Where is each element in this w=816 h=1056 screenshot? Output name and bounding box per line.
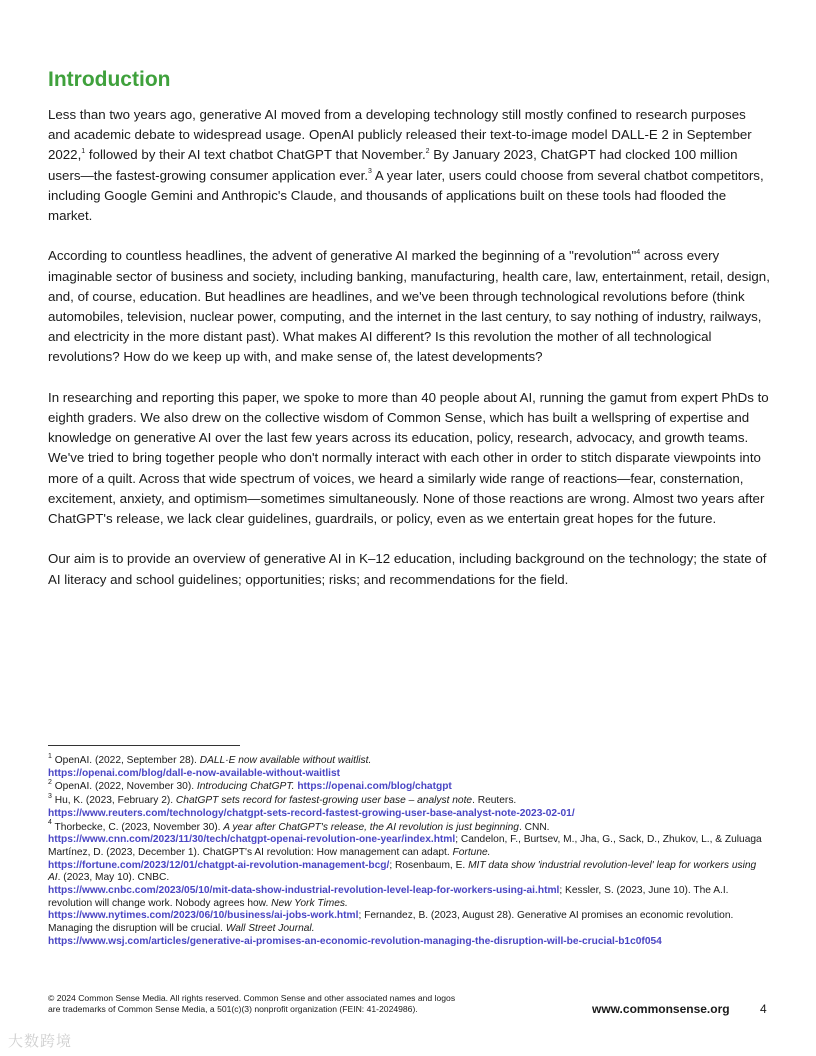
footnote-link[interactable]: https://www.wsj.com/articles/generative-ai-promises-an-economic-revolution-managing-the-disruption-will-be-crucial-b1c0f054 [48,935,662,947]
footnote-link[interactable]: https://www.reuters.com/technology/chatgpt-sets-record-fastest-growing-user-base-analyst-note-2023-02-01/ [48,807,575,819]
footnote-text: ; Kessler, S. (2023, June 10). The A.I. revolution will change work. Nobody agrees how. [48,885,729,909]
paragraph-1-text-c: By January 2023, ChatGPT had clocked 100 million users—the fastest-growing consumer application ever. [48,147,738,183]
paragraph-1-text-d: A year later, users could choose from several chatbot competitors, including Google Gemini and Anthropic's Claude, and thousands of applications built on these tools had flooded the market. [48,167,764,224]
copyright-line: © 2024 Common Sense Media. All rights reserved. Common Sense and other associated names and logos [48,993,456,1003]
footnote-number: 2 [48,779,52,787]
footnote-link[interactable]: https://www.cnbc.com/2023/05/10/mit-data-show-industrial-revolution-level-leap-for-workers-using-ai.html [48,885,560,897]
page-number: 4 [760,1002,767,1016]
footnote-divider [48,745,240,746]
copyright-line: are trademarks of Common Sense Media, a 501(c)(3) nonprofit organization (FEIN: 41-2024986). [48,1003,418,1014]
footnote-title: Introducing ChatGPT. [196,781,295,793]
watermark-logo: 大数跨境 [8,1032,73,1050]
footnote-ref-3[interactable]: 3 [368,168,372,176]
footnote-text: OpenAI. (2022, September 28). [51,755,200,766]
footnote-link[interactable]: https://www.nytimes.com/2023/06/10/business/ai-jobs-work.html [48,910,359,922]
paragraph-3: In researching and reporting this paper, we spoke to more than 40 people about AI, running the gamut from expert PhDs to eighth graders. We also drew on the collective wisdom of Common Sense, which has built a wellspring of expertise and knowledge on generative AI over the last few years across its education, policy, research, advocacy, and growth teams. We've tried to bring together people who don't normally interact with each other in order to stitch disparate viewpoints into more of a quilt. Across that wide spectrum of voices, we heard a similarly wide range of reactions—fear, consternation, excitement, anxiety, and optimism—sometimes simultaneously. None of those reactions are wrong. Almost two years after ChatGPT's release, we lack clear guidelines, guardrails, or policy, even as we entertain great hopes for the future. [48,389,769,527]
footnote-ref-1[interactable]: 1 [81,147,86,155]
footnote-link[interactable]: https://www.cnn.com/2023/11/30/tech/chatgpt-openai-revolution-one-year/index.html [48,834,456,846]
footnote-number: 3 [48,792,52,800]
footnote-text: ; Rosenbaum, E. [389,859,469,871]
paragraph-2 [48,246,770,367]
footnote-2 [48,781,763,794]
footnote-text: . Reuters. [472,795,517,807]
footnotes [48,752,763,950]
footnote-text: OpenAI. (2022, November 30). [51,781,197,793]
footnote-title: DALL·E now available without waitlist. [199,755,372,766]
section-heading: Introduction [48,68,171,91]
body-text [48,105,770,610]
footnote-title: ChatGPT sets record for fastest-growing user base – analyst note [175,795,473,807]
paragraph-4: Our aim is to provide an overview of generative AI in K–12 education, including background on the technology; the state of AI literacy and school guidelines; opportunities; risks; and recommendations for the field. [48,551,767,587]
footnote-publication: Wall Street Journal. [225,923,315,935]
footnote-title: A year after ChatGPT's release, the AI revolution is just beginning [223,821,519,833]
footnote-ref-4[interactable]: 4 [636,248,641,256]
footnote-text: ; Fernandez, B. (2023, August 28). Generative AI promises an economic revolution. Managing the disruption will be crucial. [48,910,734,935]
footnote-text: . (2023, May 10). CNBC. [57,872,170,884]
paragraph-1-text-a: Less than two years ago, generative AI moved from a developing technology still mostly confined to research purposes and academic debate to widespread usage. OpenAI publicly released their text-to-image model DALL-E 2 in September 2022, [48,107,752,163]
footnote-1 [48,752,763,780]
footnote-4 [48,819,763,949]
footnote-link[interactable]: https://fortune.com/2023/12/01/chatgpt-ai-revolution-management-bcg/ [48,859,390,871]
paragraph-2-text-b: across every imaginable sector of business and society, including banking, manufacturing, health care, law, entertainment, retail, design, and, of course, education. But headlines are headlines, and we've been through technological revolutions before (think automobiles, television, nuclear power, computing, and the internet in the last century, to say nothing of industry, railways, and electricity in the more distant past). What makes AI different? Is this revolution the mother of all technological revolutions? How do we keep up with, and make sense of, the latest developments? [48,248,770,365]
paragraph-1-text-b: followed by their AI text chatbot ChatGPT that November. [85,147,426,163]
footnote-link[interactable]: https://openai.com/blog/chatgpt [297,781,452,793]
footnote-text: ; Candelon, F., Burtsev, M., Jha, G., Sack, D., Zhukov, L., & Zuluaga Martínez, D. (2023, December 1). ChatGPT's AI revolution: How management can adapt. [48,834,762,858]
copyright-notice [48,993,518,1015]
footnote-ref-2[interactable]: 2 [425,147,430,155]
footnote-text: . CNN. [518,821,550,833]
footnote-3 [48,792,763,820]
paragraph-1 [48,105,770,226]
footnote-title: MIT data show 'industrial revolution-level' leap for workers using AI [48,859,757,884]
footnote-number: 4 [48,819,52,827]
footnote-publication: New York Times. [271,897,348,909]
footnote-text: Thorbecke, C. (2023, November 30). [51,821,224,833]
footnote-link[interactable]: https://openai.com/blog/dall-e-now-available-without-waitlist [48,767,341,779]
footnote-publication: Fortune. [452,846,491,858]
paragraph-2-text-a: According to countless headlines, the advent of generative AI marked the beginning of a "revolution" [48,248,637,264]
footer-website[interactable]: www.commonsense.org [592,1002,730,1016]
footnote-text: Hu, K. (2023, February 2). [51,795,176,807]
footnote-number: 1 [48,752,52,760]
